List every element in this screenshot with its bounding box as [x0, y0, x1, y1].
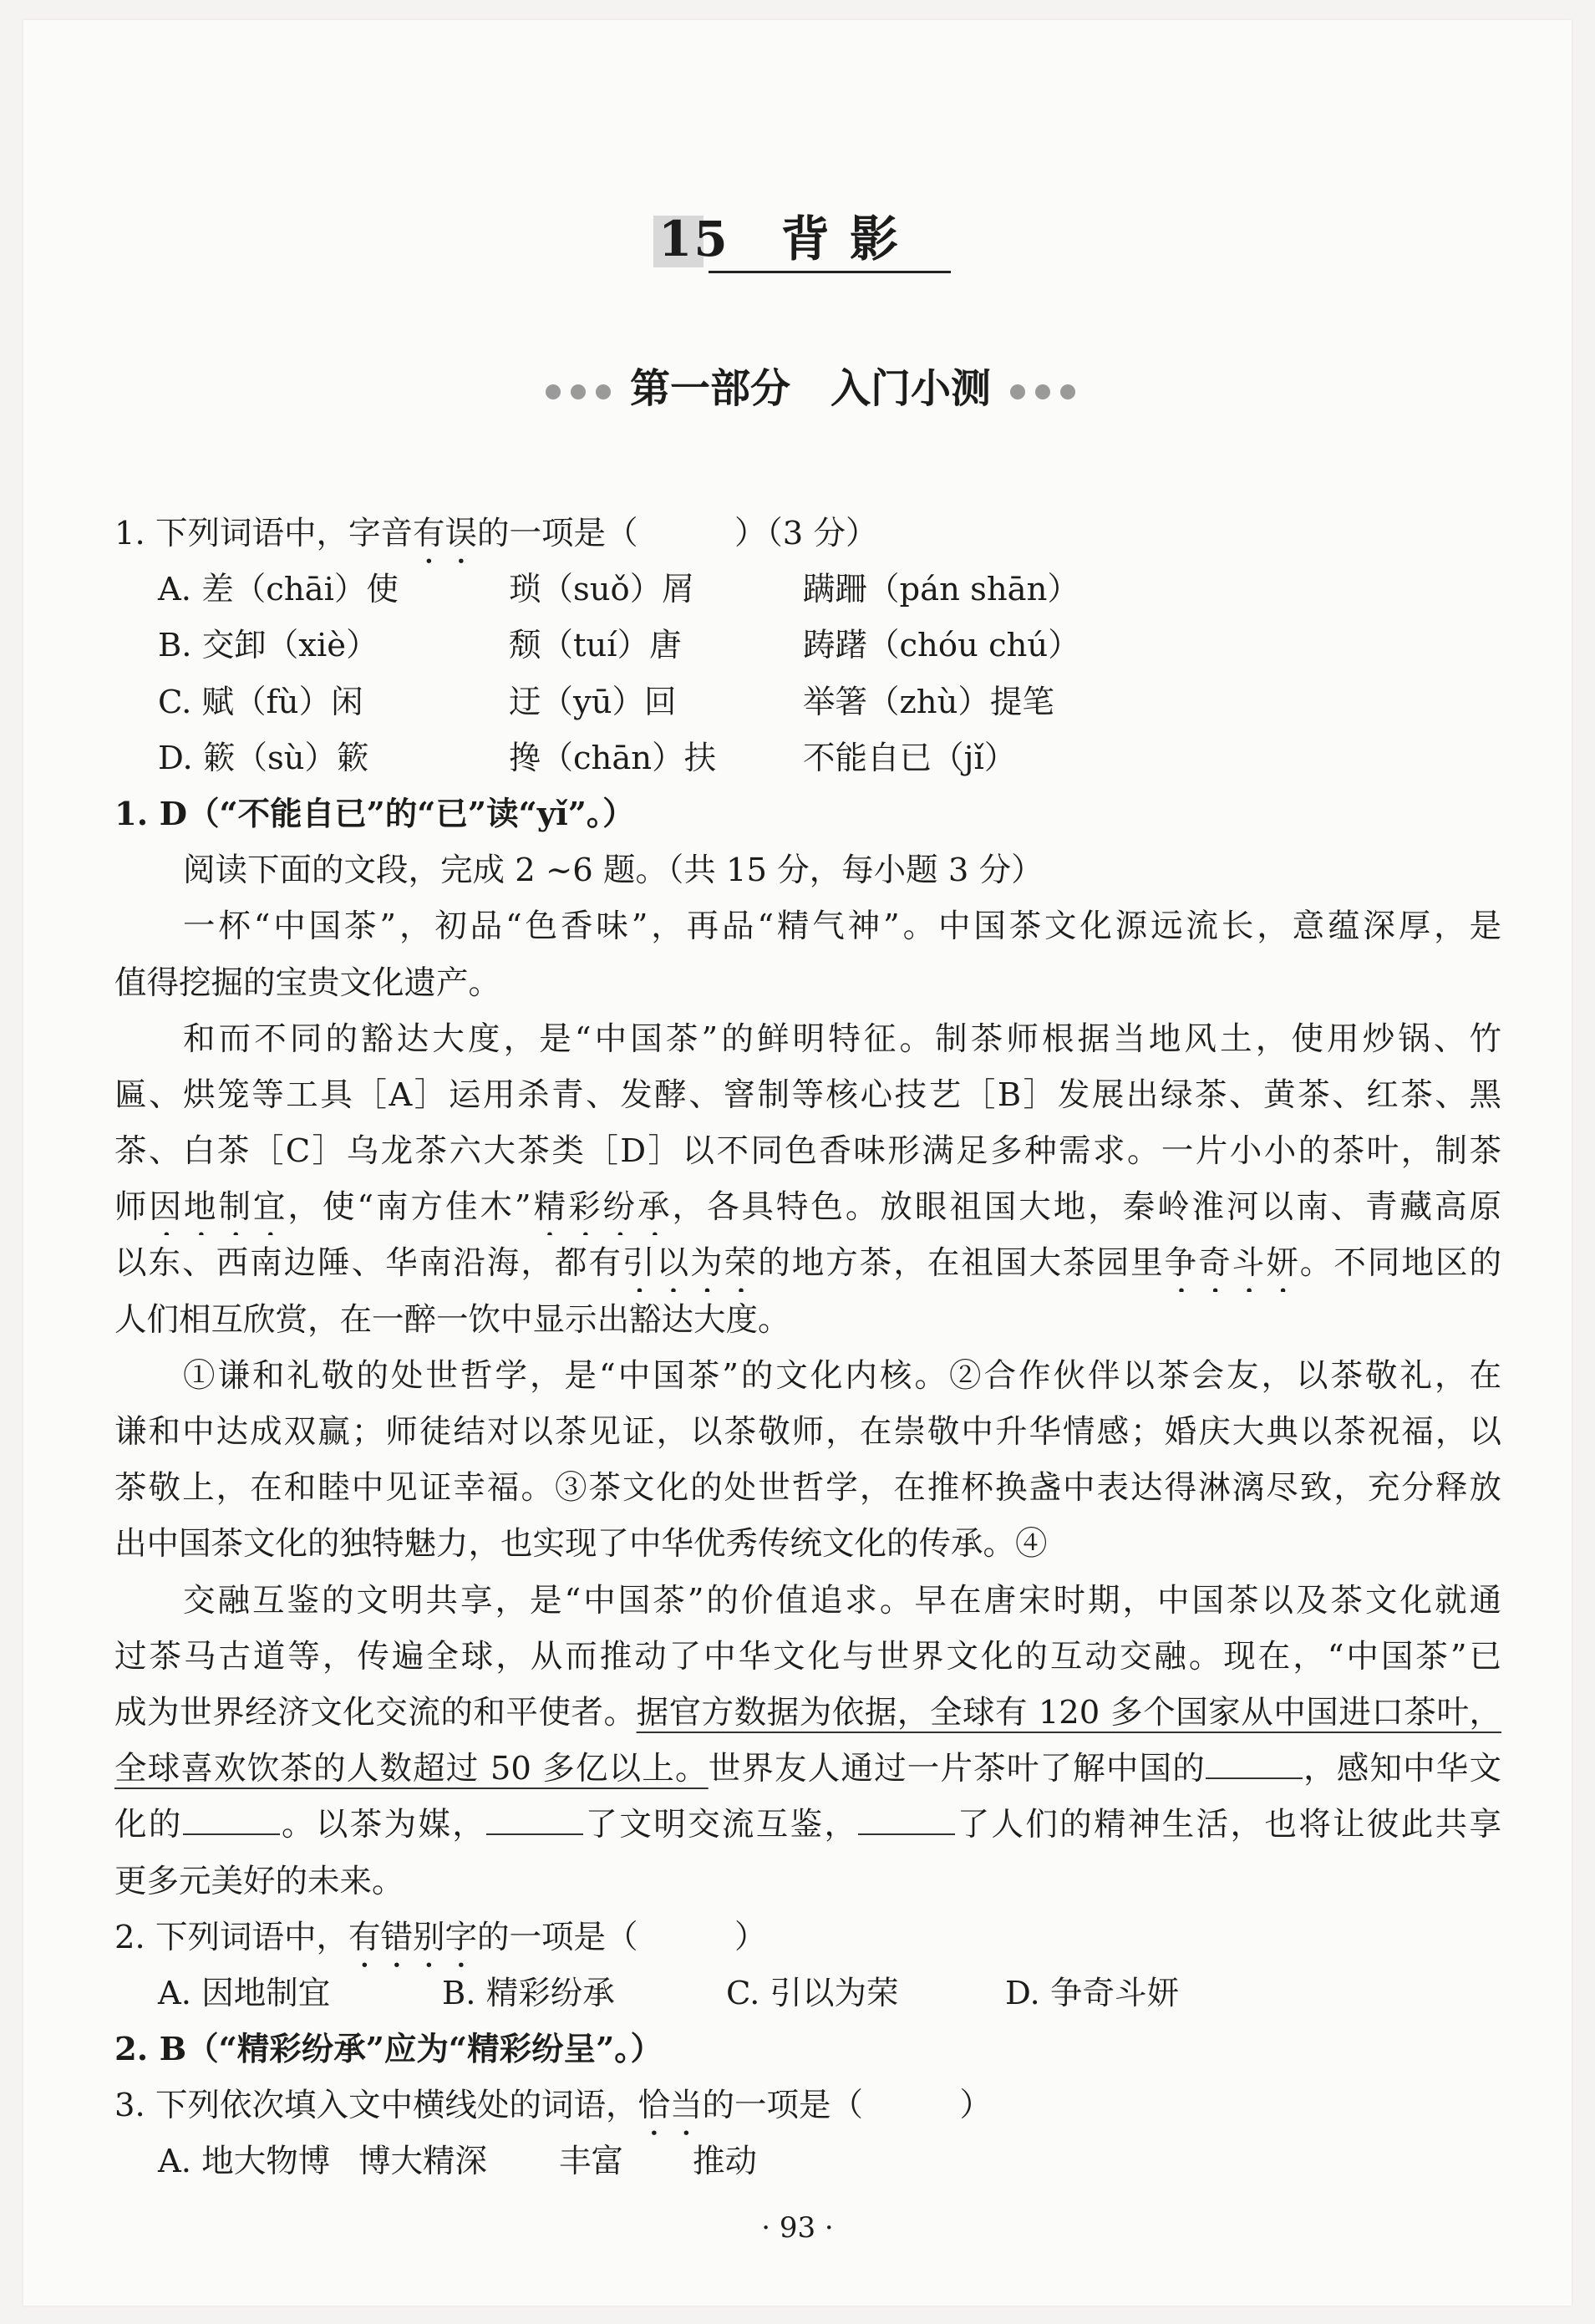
- bullet-dot-icon: [1010, 384, 1025, 399]
- passage-line: 全球喜欢饮茶的人数超过 50 多亿以上。世界友人通过一片茶叶了解中国的 ，感知中华文: [114, 1741, 1501, 1797]
- passage-line: 更多元美好的未来。: [114, 1862, 404, 1900]
- passage-line: 交融互鉴的文明共享，是“中国茶”的价值追求。早在唐宋时期，中国茶以及茶文化就通: [183, 1581, 1501, 1620]
- q2-emphasis: 有错别字: [348, 1918, 477, 1956]
- page-content: [114, 506, 1501, 2190]
- passage-line: 以东、西南边陲、华南沿海，都有引以为荣的地方茶，在祖国大茶园里争奇斗妍。不同地区的: [114, 1244, 1501, 1283]
- fill-blank[interactable]: [858, 1798, 955, 1835]
- section-title: 第一部分 入门小测: [629, 365, 991, 412]
- underlined-sentence: 全球喜欢饮茶的人数超过 50 多亿以上。: [114, 1750, 709, 1788]
- emphasized-term: 精彩纷承: [531, 1188, 673, 1227]
- passage-line: 化的 。以茶为媒， 了文明交流互鉴， 了人们的精神生活，也将让彼此共享: [114, 1797, 1501, 1853]
- q1-stem: 1. 下列词语中，字音有误的一项是（ ）（3 分）: [114, 515, 878, 552]
- q1-answer: 1. D（“不能自已”的“已”读“yǐ”。）: [114, 795, 635, 833]
- page-number: · 93 ·: [761, 2211, 834, 2245]
- bullet-dot-icon: [546, 384, 561, 399]
- q2-option-d: D. 争奇斗妍: [1005, 1974, 1179, 2012]
- bullet-dot-icon: [596, 384, 611, 399]
- q2-options: [114, 1965, 1501, 2021]
- lesson-title-text: 背 影: [780, 211, 900, 267]
- passage-line: 谦和中达成双赢；师徒结对以茶见证，以茶敬师，在崇敬中升华情感；婚庆大典以茶祝福，以: [114, 1413, 1501, 1451]
- q1-option-a: A. 差（chāi）使 琐（suǒ）屑 蹒跚（pán shān）: [158, 571, 1079, 609]
- bullet-dot-icon: [1060, 384, 1075, 399]
- emphasized-term: 引以为荣: [622, 1244, 759, 1283]
- lesson-title-block: [653, 209, 963, 276]
- q3-stem: 3. 下列依次填入文中横线处的词语，恰当的一项是（ ）: [114, 2087, 993, 2125]
- lesson-title: [658, 209, 900, 269]
- q2-answer: 2. B（“精彩纷承”应为“精彩纷呈”。）: [114, 2031, 663, 2069]
- passage-line: 一杯“中国茶”，初品“色香味”，再品“精气神”。中国茶文化源远流长，意蕴深厚，是: [183, 908, 1501, 946]
- q2-option-a: A. 因地制宜: [158, 1974, 331, 2012]
- passage-line: 人们相互欣赏，在一醉一饮中显示出豁达大度。: [114, 1300, 790, 1339]
- passage-line: 和而不同的豁达大度，是“中国茶”的鲜明特征。制茶师根据当地风土，使用炒锅、竹: [183, 1020, 1501, 1058]
- q2-stem: 2. 下列词语中，有错别字的一项是（ ）: [114, 1918, 767, 1956]
- passage-line: 成为世界经济文化交流的和平使者。据官方数据为依据，全球有 120 多个国家从中国进口茶叶，: [114, 1693, 1501, 1732]
- q2-option-c: C. 引以为荣: [726, 1974, 899, 2012]
- bullet-dot-icon: [571, 384, 586, 399]
- title-underline: [709, 271, 951, 273]
- q1-option-b: B. 交卸（xiè） 颓（tuí）唐 踌躇（chóu chú）: [158, 627, 1080, 665]
- q1-emphasis: 有误: [412, 515, 477, 552]
- q1-option-c: C. 赋（fù）闲 迂（yū）回 举箸（zhù）提笔: [158, 683, 1054, 721]
- emphasized-term: 因地制宜: [149, 1188, 288, 1227]
- passage-intro: 阅读下面的文段，完成 2 ~6 题。（共 15 分，每小题 3 分）: [183, 852, 1044, 890]
- lesson-number: 15: [658, 211, 729, 267]
- passage-line: 师因地制宜，使“南方佳木”精彩纷承，各具特色。放眼祖国大地，秦岭淮河以南、青藏高原: [114, 1188, 1501, 1227]
- fill-blank[interactable]: [1206, 1742, 1303, 1779]
- emphasized-term: 争奇斗妍: [1164, 1244, 1300, 1283]
- section-heading: [501, 359, 1120, 418]
- q1-option-d: D. 簌（sù）簌 搀（chān）扶 不能自已（jǐ）: [158, 739, 1017, 777]
- passage-line: 值得挖掘的宝贵文化遗产。: [114, 964, 501, 1002]
- bullet-dot-icon: [1035, 384, 1050, 399]
- passage-line: 茶、白茶［C］乌龙茶六大茶类［D］以不同色香味形满足多种需求。一片小小的茶叶，制茶: [114, 1132, 1501, 1171]
- q3-option-a: A. 地大物博 博大精深 丰富 推动: [158, 2143, 758, 2181]
- q3-emphasis: 恰当: [637, 2087, 703, 2125]
- q2-option-b: B. 精彩纷承: [442, 1974, 615, 2012]
- fill-blank[interactable]: [486, 1798, 583, 1835]
- passage-line: 茶敬上，在和睦中见证幸福。③茶文化的处世哲学，在推杯换盏中表达得淋漓尽致，充分释放: [114, 1469, 1501, 1508]
- fill-blank[interactable]: [183, 1798, 280, 1835]
- underlined-sentence: 据官方数据为依据，全球有 120 多个国家从中国进口茶叶，: [636, 1693, 1501, 1732]
- passage-line: 出中国茶文化的独特魅力，也实现了中华优秀传统文化的传承。④: [114, 1525, 1048, 1564]
- passage-line: 匾、烘笼等工具［A］运用杀青、发酵、窨制等核心技艺［B］发展出绿茶、黄茶、红茶、黑: [114, 1076, 1501, 1114]
- passage-line: 过茶马古道等，传遍全球，从而推动了中华文化与世界文化的互动交融。现在，“中国茶”已: [114, 1637, 1501, 1676]
- passage-line: ①谦和礼敬的处世哲学，是“中国茶”的文化内核。②合作伙伴以茶会友，以茶敬礼，在: [183, 1356, 1501, 1395]
